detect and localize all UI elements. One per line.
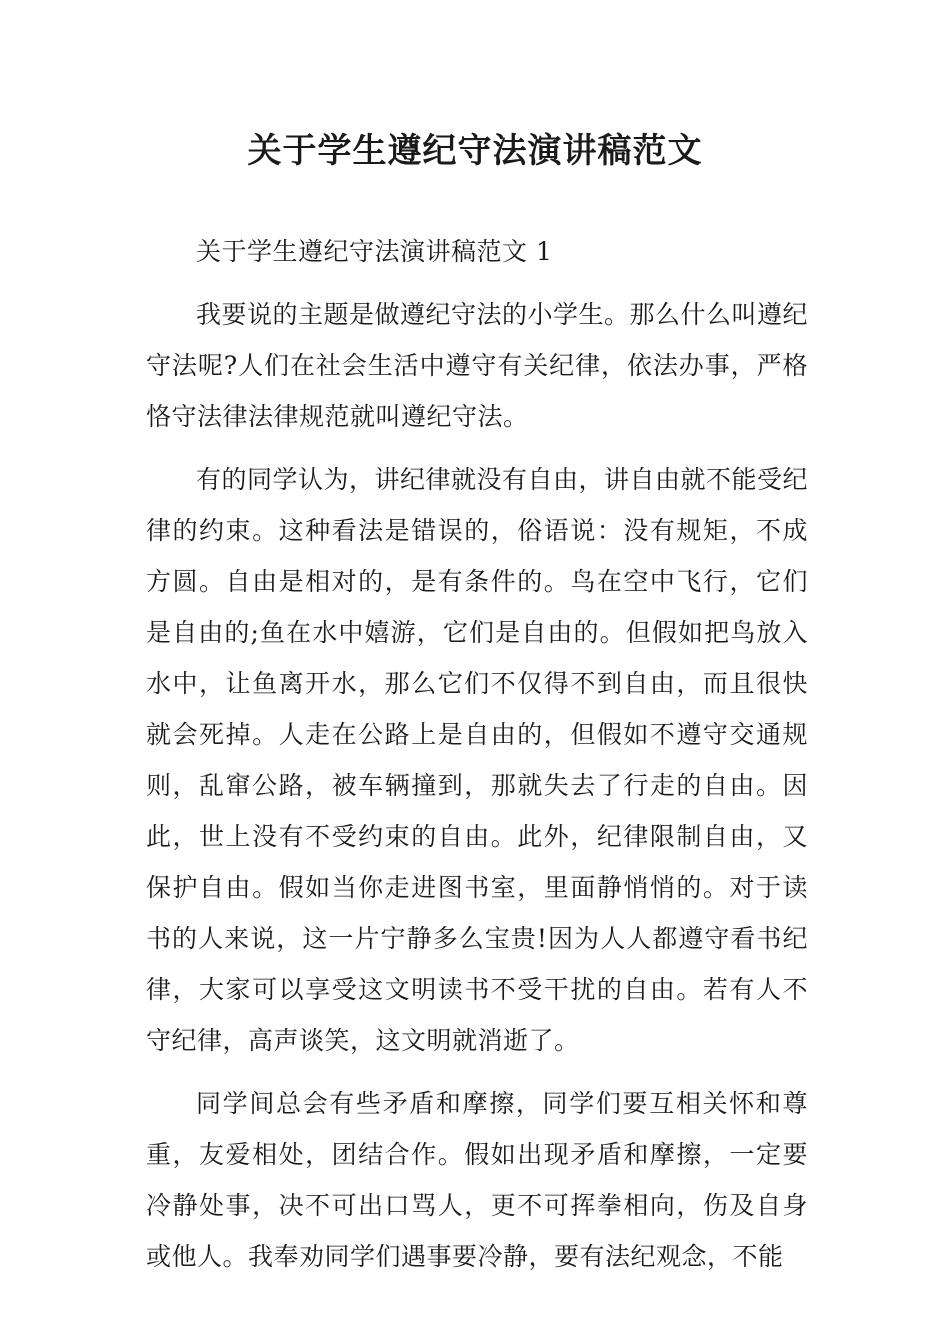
subtitle-paragraph: 关于学生遵纪守法演讲稿范文 1 [196,237,553,266]
document-title: 关于学生遵纪守法演讲稿范文 [247,131,703,171]
body-paragraph: 我要说的主题是做遵纪守法的小学生。那么什么叫遵纪守法呢?人们在社会生活中遵守有关纪律，依法办事，严格恪守法律法律规范就叫遵纪守法。 [146,300,809,431]
body-paragraph: 同学间总会有些矛盾和摩擦，同学们要互相关怀和尊重，友爱相处，团结合作。假如出现矛盾和摩擦，一定要冷静处事，决不可出口骂人，更不可挥拳相向，伤及自身或他人。我奉劝同学们遇事要冷静，要有法纪观念，不能 [146,1089,808,1271]
document-body [146,226,808,1282]
body-paragraph: 有的同学认为，讲纪律就没有自由，讲自由就不能受纪律的约束。这种看法是错误的，俗语说：没有规矩，不成方圆。自由是相对的，是有条件的。鸟在空中飞行，它们是自由的;鱼在水中嬉游，它们是自由的。但假如把鸟放入水中，让鱼离开水，那么它们不仅得不到自由，而且很快就会死掉。人走在公路上是自由的，但假如不遵守交通规则，乱窜公路，被车辆撞到，那就失去了行走的自由。因此，世上没有不受约束的自由。此外，纪律限制自由，又保护自由。假如当你走进图书室，里面静悄悄的。对于读书的人来说，这一片宁静多么宝贵!因为人人都遵守看书纪律，大家可以享受这文明读书不受干扰的自由。若有人不守纪律，高声谈笑，这文明就消逝了。 [146,465,809,1055]
